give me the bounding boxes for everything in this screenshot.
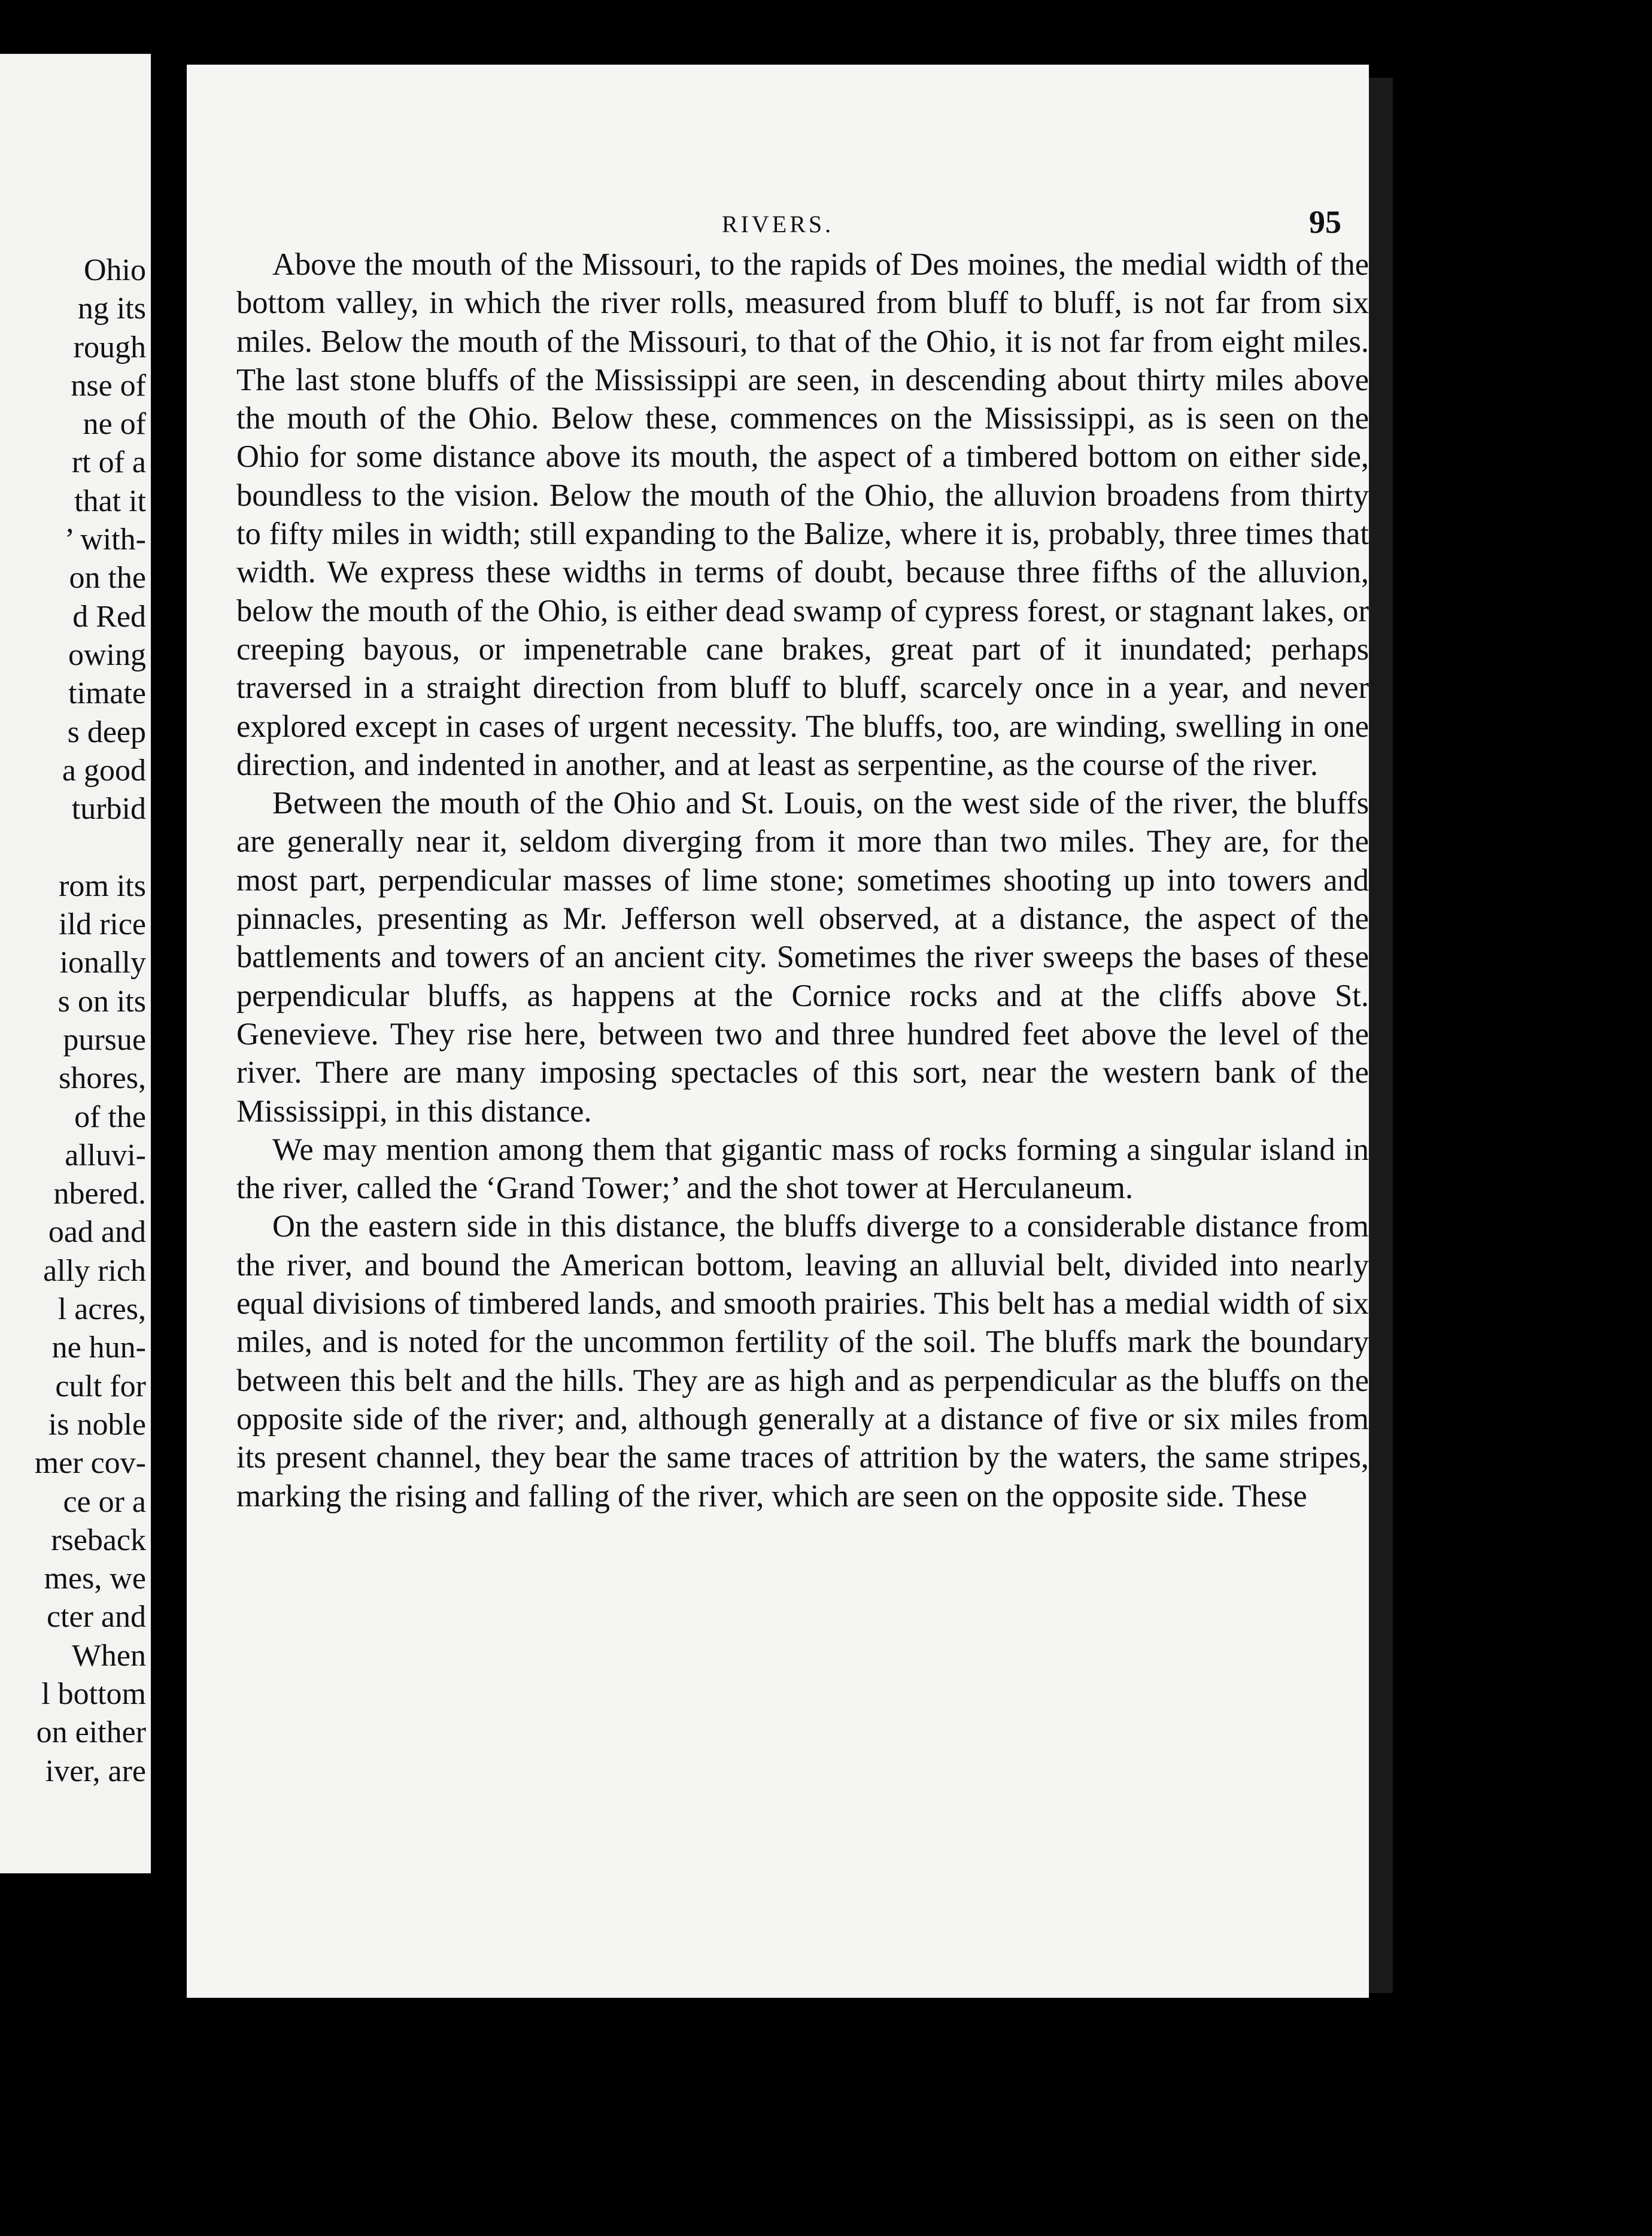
page-edge-shadow [1369, 78, 1393, 1993]
paragraph-4: On the eastern side in this distance, the bluffs diverge to a considerable distance from the river, and bound the American bottom, leaving an alluvial belt, divided into nearly equal divisions of timbered lands, and smooth prairies. This belt has a medial width of six miles, and is noted for the uncommon fertility of the soil. The bluffs mark the boundary between this belt and the hills. They are as high and as perpendicular as the bluffs on the opposite side of the river; and, although generally at a distance of five or six miles from its present channel, they bear the same traces of attrition by the waters, the same stripes, marking the rising and falling of the river, which are seen on the opposite side. These [236, 1209, 1369, 1514]
left-line: owing [68, 637, 146, 672]
paragraph-2: Between the mouth of the Ohio and St. Louis, on the west side of the river, the bluffs are generally near it, seldom diverging from it more than two miles. They are, for the most part, perpendicular masses of lime stone; sometimes shooting up into towers and pinnacles, presenting as Mr. Jefferson well observed, at a distance, the aspect of the battlements and towers of an ancient city. Sometimes the river sweeps the bases of these perpendicular bluffs, as happens at the Cornice rocks and at the cliffs above St. Genevieve. They rise here, between two and three hundred feet above the level of the river. There are many imposing spectacles of this sort, near the western bank of the Mississippi, in this distance. [236, 786, 1369, 1129]
left-line: s deep [67, 715, 146, 749]
left-line: a good [62, 753, 146, 788]
page-number: 95 [1309, 204, 1341, 240]
left-line: mes, we [44, 1561, 146, 1596]
running-head: RIVERS. [721, 211, 834, 238]
left-line: turbid [71, 792, 146, 827]
left-line: cter and [46, 1600, 146, 1635]
left-line: rseback [51, 1523, 146, 1557]
left-line: alluvi- [65, 1138, 146, 1172]
left-line: that it [74, 484, 146, 518]
left-page-text [35, 251, 146, 1791]
left-line-gap [35, 828, 146, 867]
left-line: on either [36, 1715, 146, 1750]
left-line: cult for [55, 1369, 146, 1403]
paragraph-1: Above the mouth of the Missouri, to the rapids of Des moines, the medial width of the bottom valley, in which the river rolls, measured from bluff to bluff, is not far from six miles. Below the mouth of the Missouri, to that of the Ohio, it is not far from eight miles. The last stone bluffs of the Mississippi are seen, in descending about thirty miles above the mouth of the Ohio. Below these, commences on the Mississippi, as is seen on the Ohio for some distance above its mouth, the aspect of a timbered bottom on either side, boundless to the vision. Below the mouth of the Ohio, the alluvion broadens from thirty to fifty miles in width; still expanding to the Balize, where it is, probably, three times that width. We express these widths in terms of doubt, because three fifths of the alluvion, below the mouth of the Ohio, is either dead swamp of cypress forest, or stagnant lakes, or creeping bayous, or impenetrable cane brakes, great part of it inundated; perhaps traversed in a straight direction from bluff to bluff, scarcely once in a year, and never explored except in cases of urgent necessity. The bluffs, too, are winding, swelling in one direction, and indented in another, and at least as serpentine, as the course of the river. [236, 247, 1369, 782]
left-line: d Red [72, 599, 146, 634]
book-gutter [151, 0, 187, 2236]
left-page [0, 54, 151, 1873]
left-line: oad and [48, 1215, 146, 1250]
left-line: ne of [83, 407, 146, 442]
left-line: rt of a [71, 445, 146, 480]
left-line: nse of [71, 368, 146, 403]
body-text [236, 245, 1369, 1515]
left-line: on the [69, 561, 146, 596]
left-line: ce or a [63, 1484, 146, 1519]
left-line: timate [68, 676, 146, 711]
left-line: rough [73, 330, 146, 364]
left-line: l acres, [57, 1292, 146, 1327]
paragraph-3: We may mention among them that gigantic mass of rocks forming a singular island in the river, called the ‘Grand Tower;’ and the shot tower at Herculaneum. [236, 1132, 1369, 1206]
left-line: ’ with- [64, 522, 146, 557]
left-line: nbered. [53, 1177, 146, 1211]
left-line: s on its [57, 984, 146, 1019]
left-line: When [71, 1638, 146, 1673]
left-line: l bottom [41, 1676, 146, 1711]
left-line: ne hun- [51, 1330, 146, 1365]
left-line: Ohio [84, 253, 146, 287]
left-line: is noble [48, 1407, 146, 1442]
left-line: mer cov- [34, 1446, 146, 1481]
left-line: shores, [59, 1061, 146, 1096]
right-page [187, 65, 1369, 1998]
left-line: of the [74, 1099, 146, 1134]
left-line: rom its [59, 868, 146, 903]
left-line: pursue [63, 1022, 146, 1057]
left-line: ally rich [43, 1253, 146, 1288]
left-line: ng its [77, 291, 146, 326]
left-line: iver, are [45, 1754, 146, 1788]
left-line: ionally [59, 946, 146, 980]
left-line: ild rice [59, 907, 146, 942]
